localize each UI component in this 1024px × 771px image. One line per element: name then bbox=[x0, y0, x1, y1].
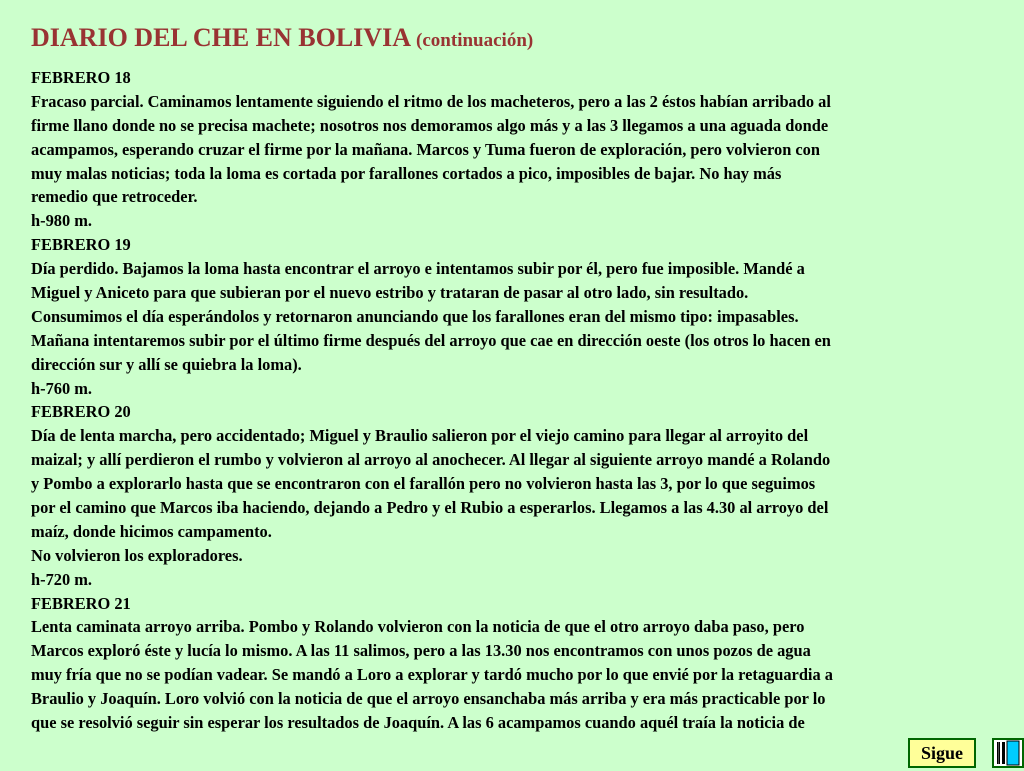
title-text: DIARIO DEL CHE EN BOLIVIA bbox=[31, 23, 410, 52]
text-line: Mañana intentaremos subir por el último firme después del arroyo que cae en dirección oeste (los otros lo hacen en bbox=[31, 330, 831, 350]
text-line: por el camino que Marcos iba haciendo, dejando a Pedro y el Rubio a esperarlos. Llegamos a las 4.30 al arroyo del bbox=[31, 498, 829, 518]
last-page-icon-graphic bbox=[994, 740, 1022, 766]
last-page-icon[interactable] bbox=[992, 738, 1024, 768]
text-line: Día perdido. Bajamos la loma hasta encontrar el arroyo e intentamos subir por él, pero fue imposible. Mandé a bbox=[31, 259, 805, 279]
text-line: maíz, donde hicimos campamento. bbox=[31, 521, 272, 541]
text-line: No volvieron los exploradores. bbox=[31, 545, 243, 565]
text-line: Miguel y Aniceto para que subieran por el nuevo estribo y trataran de pasar al otro lado, sin resultado. bbox=[31, 283, 749, 303]
text-line: muy fría que no se podían vadear. Se mandó a Loro a explorar y tardó mucho por lo que envié por la retaguardia a bbox=[31, 665, 833, 685]
text-line: acampamos, esperando cruzar el firme por la mañana. Marcos y Tuma fueron de exploración, pero volvieron con bbox=[31, 139, 820, 159]
text-line: Fracaso parcial. Caminamos lentamente siguiendo el ritmo de los macheteros, pero a las 2 éstos habían arribado al bbox=[31, 91, 831, 111]
text-line: Consumimos el día esperándolos y retornaron anunciando que los farallones eran del mismo tipo: impasables. bbox=[31, 306, 799, 326]
text-line: h-760 m. bbox=[31, 378, 93, 398]
text-line: h-720 m. bbox=[31, 569, 93, 589]
page-title bbox=[31, 22, 1006, 57]
text-line: maizal; y allí perdieron el rumbo y volvieron al arroyo al anochecer. Al llegar al siguiente arroyo mandé a Rolando bbox=[31, 450, 831, 470]
text-line: firme llano donde no se precisa machete; nosotros nos demoramos algo más y a las 3 llegamos a una aguada donde bbox=[31, 115, 829, 135]
document-page bbox=[31, 22, 1006, 735]
text-line: FEBRERO 19 bbox=[31, 235, 131, 255]
diary-text bbox=[31, 66, 1006, 735]
text-line: Día de lenta marcha, pero accidentado; Miguel y Braulio salieron por el viejo camino para llegar al arroyito del bbox=[31, 426, 809, 446]
text-line: dirección sur y allí se quiebra la loma). bbox=[31, 354, 302, 374]
text-line: h-980 m. bbox=[31, 211, 93, 231]
text-line: Lenta caminata arroyo arriba. Pombo y Rolando volvieron con la noticia de que el otro arroyo daba paso, pero bbox=[31, 617, 805, 637]
text-line: muy malas noticias; toda la loma es cortada por farallones cortados a pico, imposibles de bajar. No hay más bbox=[31, 163, 782, 183]
text-line: Braulio y Joaquín. Loro volvió con la noticia de que el arroyo ensanchaba más arriba y era más practicable por lo bbox=[31, 689, 826, 709]
text-line: FEBRERO 21 bbox=[31, 593, 131, 613]
text-line: remedio que retroceder. bbox=[31, 187, 198, 207]
next-button[interactable]: Sigue bbox=[908, 738, 976, 768]
text-line: que se resolvió seguir sin esperar los resultados de Joaquín. A las 6 acampamos cuando aquél traía la noticia de bbox=[31, 713, 805, 733]
title-subtitle: (continuación) bbox=[416, 30, 534, 51]
text-line: y Pombo a explorarlo hasta que se encontraron con el farallón pero no volvieron hasta las 3, por lo que seguimos bbox=[31, 474, 816, 494]
text-line: FEBRERO 20 bbox=[31, 402, 131, 422]
text-line: FEBRERO 18 bbox=[31, 68, 131, 87]
text-line: Marcos exploró éste y lucía lo mismo. A las 11 salimos, pero a las 13.30 nos encontramos con unos pozos de agua bbox=[31, 641, 811, 661]
